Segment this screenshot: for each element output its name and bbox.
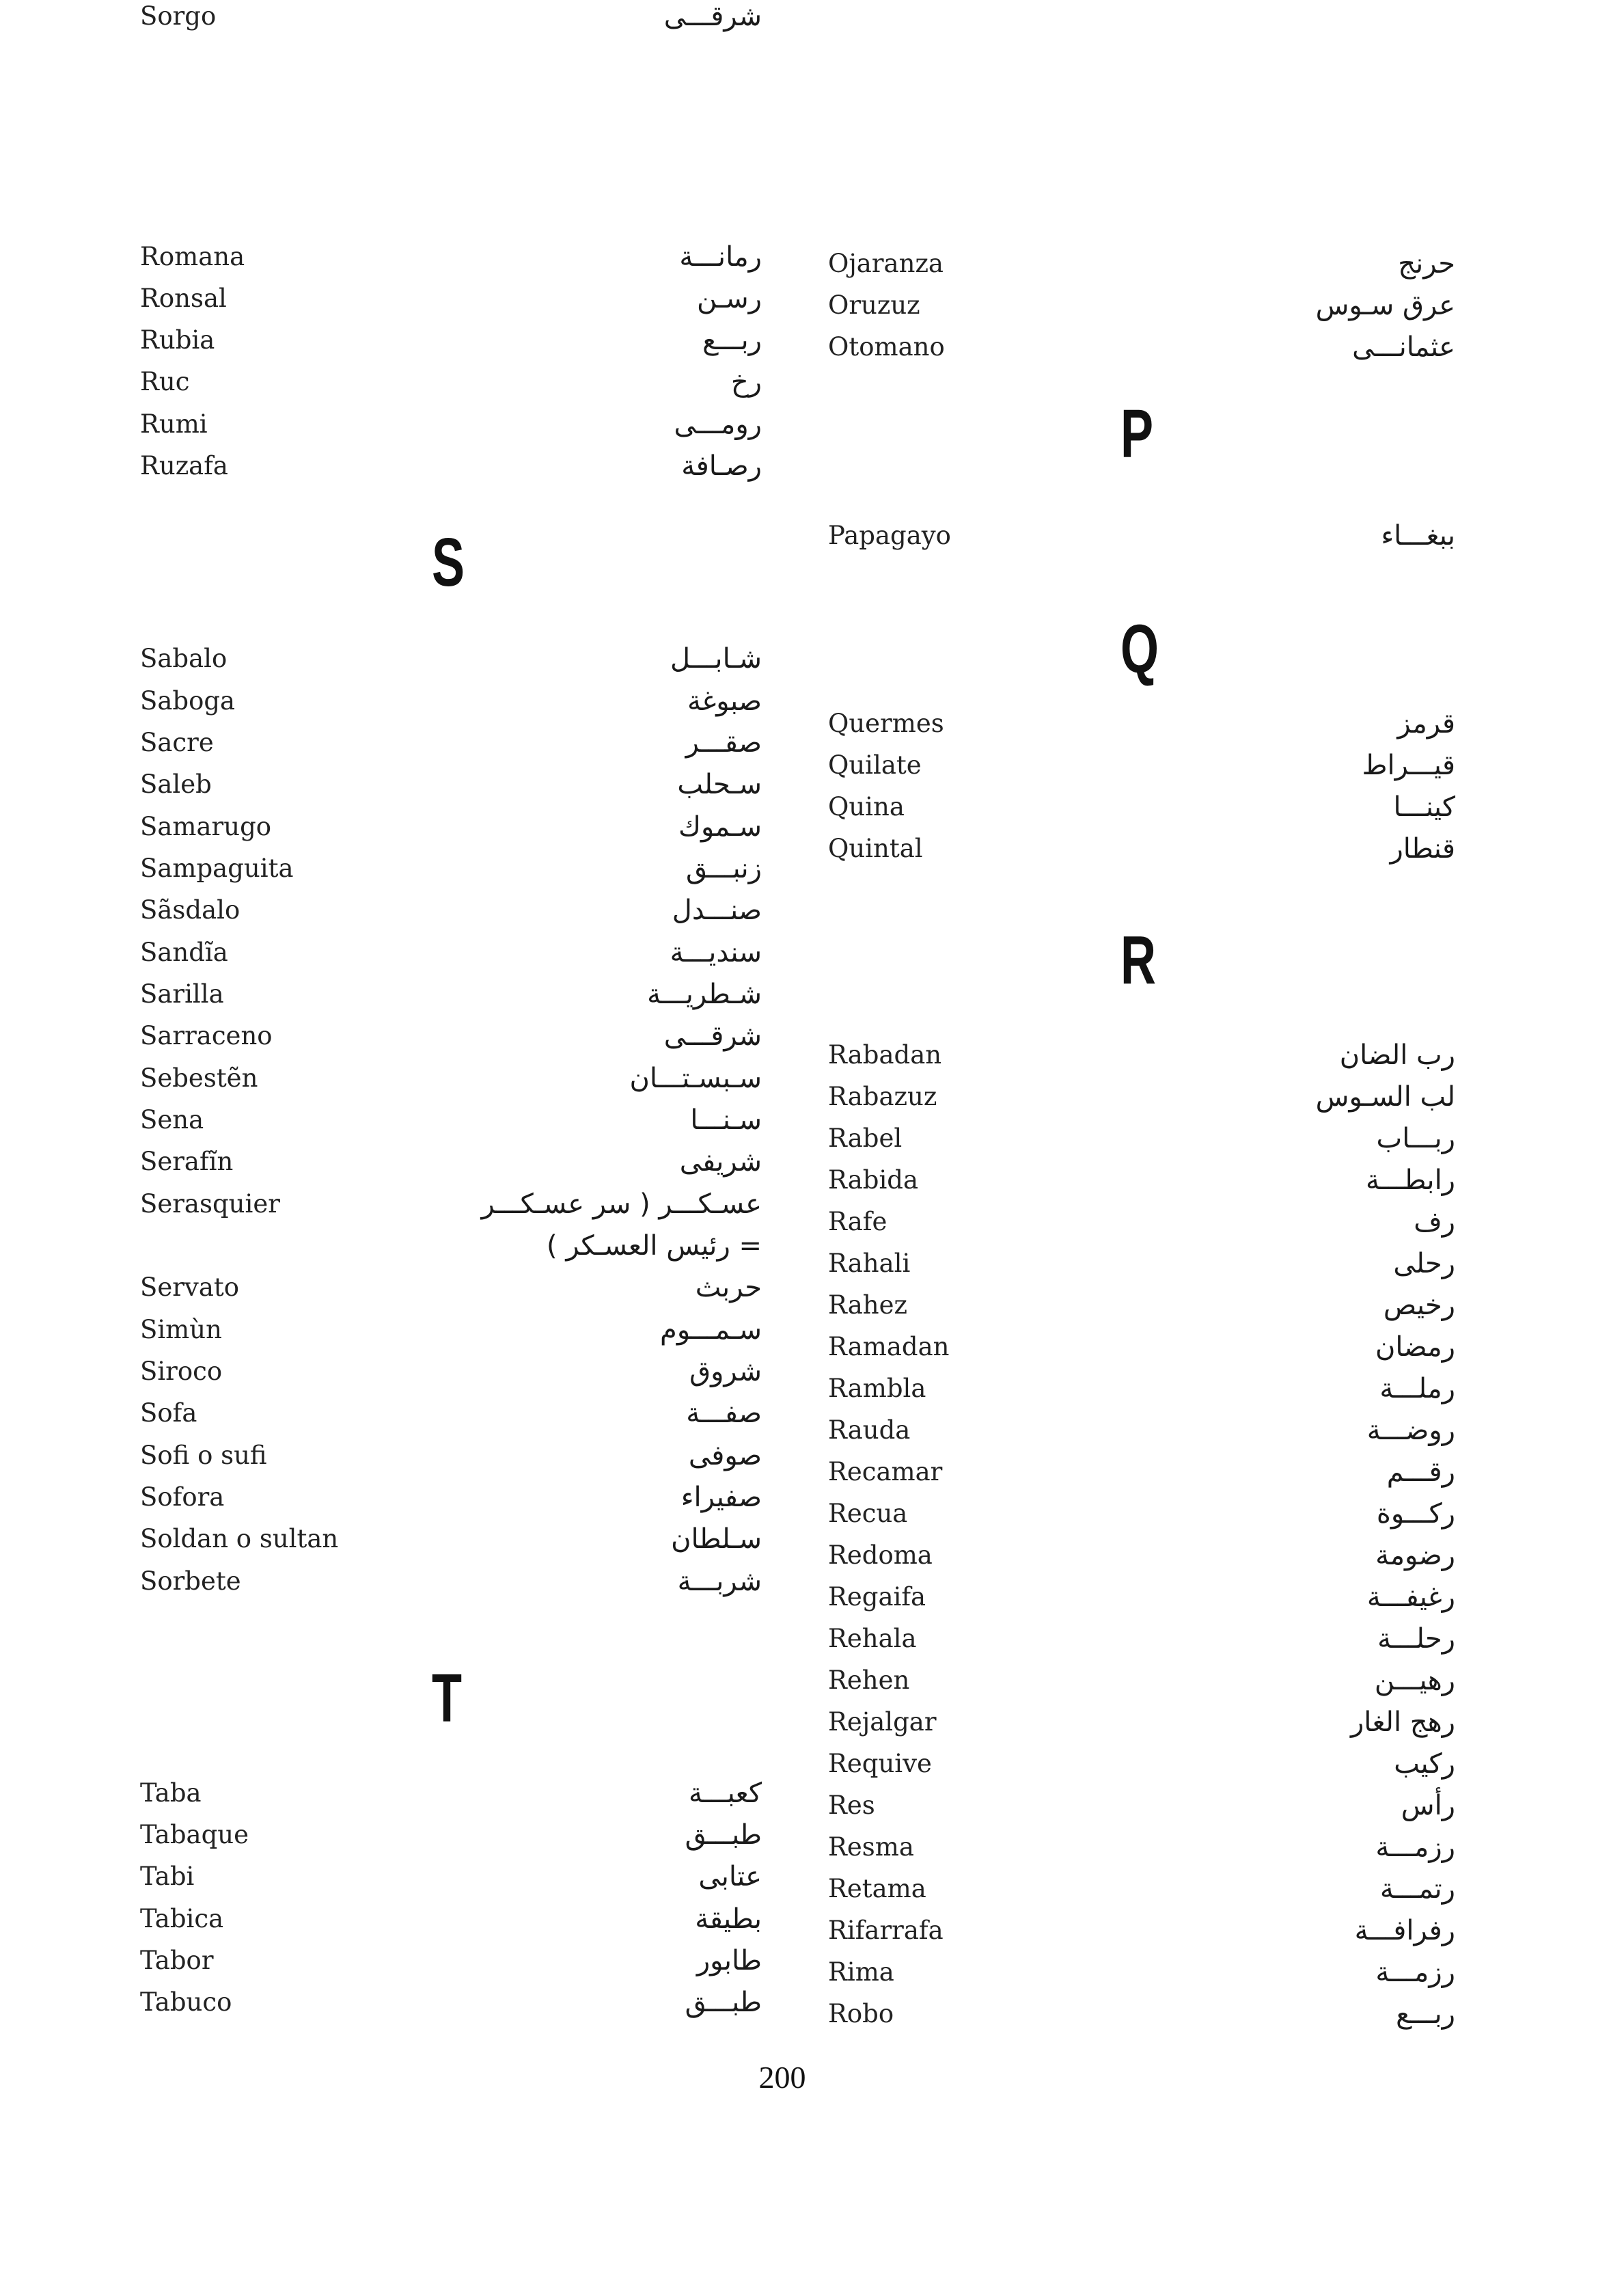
arabic-term: سنديـــة xyxy=(670,937,762,968)
arabic-term: بطيقة xyxy=(695,1903,762,1935)
spanish-term: Oruzuz xyxy=(828,290,920,320)
entry-row-quintal xyxy=(793,832,1624,873)
section-letter-p: P xyxy=(1120,396,1154,472)
spanish-term: Rehen xyxy=(828,1666,910,1695)
arabic-term: رخ xyxy=(730,366,762,398)
spanish-term: Ojaranza xyxy=(828,249,944,278)
entry-row-res xyxy=(793,1789,1624,1830)
arabic-term: ركـــوة xyxy=(1376,1498,1455,1530)
spanish-term: Saboga xyxy=(140,686,236,716)
arabic-term: كعبـــة xyxy=(688,1778,762,1809)
spanish-term: Rahez xyxy=(828,1290,907,1320)
entry-row-rehala xyxy=(793,1622,1624,1663)
arabic-term: طبـــق xyxy=(685,1987,762,2018)
arabic-term: لب السـوس xyxy=(1315,1081,1455,1113)
arabic-term: رومـــى xyxy=(674,409,762,440)
entry-row-tabica xyxy=(0,1903,793,1944)
arabic-term: شـابـــل xyxy=(670,643,762,675)
arabic-term: سـموك xyxy=(678,811,762,843)
arabic-term: شـطريـــة xyxy=(647,979,762,1010)
spanish-term: Sandĩa xyxy=(140,938,228,967)
entry-row-siroco xyxy=(0,1355,793,1396)
arabic-term: رمانـــة xyxy=(679,241,762,273)
entry-row-servato xyxy=(0,1271,793,1312)
spanish-term: Rabel xyxy=(828,1124,903,1153)
arabic-term: عسـكـــر ( سر عسـكـــر xyxy=(481,1188,762,1220)
spanish-term: Siroco xyxy=(140,1357,223,1386)
arabic-term: رسـن xyxy=(697,283,762,314)
spanish-term: Quina xyxy=(828,792,905,821)
entry-row-soldan-o-sultan xyxy=(0,1523,793,1564)
arabic-term: سـبسـتـــان xyxy=(629,1063,762,1094)
right-column xyxy=(793,0,1624,2284)
arabic-term: طابور xyxy=(696,1945,762,1976)
arabic-term: كينـــا xyxy=(1393,791,1455,823)
entry-row-tabuco xyxy=(0,1986,793,2027)
entry-row-tabi xyxy=(0,1860,793,1901)
spanish-term: Soldan o sultan xyxy=(140,1524,339,1553)
arabic-term: ربـــاب xyxy=(1376,1123,1455,1154)
arabic-term: = رئيس العسـكر ) xyxy=(547,1230,762,1262)
arabic-term: صنـــدل xyxy=(672,895,762,926)
left-column xyxy=(0,0,793,2284)
entry-row-recamar xyxy=(793,1456,1624,1497)
spanish-term: Sarraceno xyxy=(140,1021,273,1050)
entry-row-sorgo xyxy=(0,0,793,41)
arabic-term: رابطـــة xyxy=(1366,1165,1455,1196)
entry-row-papagayo xyxy=(793,519,1624,560)
arabic-term: رصـافة xyxy=(681,450,762,482)
entry-row-samarugo xyxy=(0,811,793,852)
spanish-term: Recua xyxy=(828,1499,908,1528)
spanish-term: Sofora xyxy=(140,1482,225,1512)
entry-row-taba xyxy=(0,1777,793,1818)
spanish-term: Ruc xyxy=(140,367,190,396)
spanish-term: Rahali xyxy=(828,1249,911,1278)
entry-row-rahali xyxy=(793,1247,1624,1288)
spanish-term: Quilate xyxy=(828,750,922,780)
arabic-term: ببغـــاء xyxy=(1381,520,1455,552)
spanish-term: Ruzafa xyxy=(140,451,228,480)
entry-row-rehen xyxy=(793,1664,1624,1705)
arabic-term: شربـــة xyxy=(677,1566,762,1597)
spanish-term: Resma xyxy=(828,1832,914,1862)
spanish-term: Tabaque xyxy=(140,1820,249,1849)
entry-row-ruc xyxy=(0,366,793,407)
arabic-term: زنبـــق xyxy=(685,853,762,884)
entry-row-tabaque xyxy=(0,1819,793,1860)
arabic-term: سـحلب xyxy=(677,769,762,800)
entry-row-ramadan xyxy=(793,1331,1624,1372)
arabic-term: رحلى xyxy=(1393,1248,1455,1279)
entry-row-sampaguita xyxy=(0,852,793,893)
arabic-term: رزمـــة xyxy=(1375,1832,1455,1863)
spanish-term: Sebestẽn xyxy=(140,1063,258,1093)
entry-row-rabazuz xyxy=(793,1080,1624,1121)
arabic-term: طبـــق xyxy=(685,1819,762,1851)
spanish-term: Rejalgar xyxy=(828,1707,937,1737)
section-letter-q: Q xyxy=(1120,611,1159,688)
spanish-term: Serasquier xyxy=(140,1189,280,1219)
spanish-term: Papagayo xyxy=(828,521,951,550)
arabic-term: حرنج xyxy=(1398,248,1455,280)
spanish-term: Rauda xyxy=(828,1415,911,1445)
arabic-term: سـلطان xyxy=(671,1523,762,1555)
entry-row-tabor xyxy=(0,1944,793,1985)
spanish-term: Samarugo xyxy=(140,812,272,841)
entry-row-sasdalo xyxy=(0,894,793,935)
spanish-term: Saleb xyxy=(140,770,212,799)
spanish-term: Servato xyxy=(140,1273,240,1302)
spanish-term: Sarilla xyxy=(140,979,224,1009)
arabic-term: رزمـــة xyxy=(1375,1957,1455,1988)
entry-row-sofi-o-sufi xyxy=(0,1439,793,1480)
entry-row-otomano xyxy=(793,331,1624,372)
entry-row-robo xyxy=(793,1998,1624,2039)
spanish-term: Serafĩn xyxy=(140,1147,234,1176)
arabic-term: رخيص xyxy=(1383,1290,1455,1321)
arabic-term: رفرافـــة xyxy=(1354,1915,1455,1946)
spanish-term: Simùn xyxy=(140,1315,222,1344)
arabic-term: قيـــراط xyxy=(1362,750,1455,781)
spanish-term: Sorbete xyxy=(140,1566,241,1596)
spanish-term: Sampaguita xyxy=(140,854,294,883)
spanish-term: Robo xyxy=(828,1999,894,2028)
entry-row-rabadan xyxy=(793,1039,1624,1080)
entry-row-ruzafa xyxy=(0,450,793,491)
spanish-term: Tabi xyxy=(140,1862,195,1891)
entry-row-rauda xyxy=(793,1414,1624,1455)
entry-row-rubia xyxy=(0,324,793,365)
entry-row-sofa xyxy=(0,1397,793,1438)
spanish-term: Sorgo xyxy=(140,1,217,31)
spanish-term: Rifarrafa xyxy=(828,1916,944,1945)
entry-row-sarilla xyxy=(0,978,793,1019)
arabic-term: رتمـــة xyxy=(1379,1873,1455,1905)
entry-row-rima xyxy=(793,1956,1624,1997)
arabic-term: قنطار xyxy=(1390,833,1455,865)
arabic-term: رهج الغار xyxy=(1350,1707,1455,1738)
spanish-term: Sofa xyxy=(140,1398,197,1428)
spanish-term: Recamar xyxy=(828,1457,943,1486)
section-letter-s: S xyxy=(432,524,465,601)
arabic-term: رغيفـــة xyxy=(1366,1581,1455,1613)
spanish-term: Rabida xyxy=(828,1165,919,1195)
entry-row-regaifa xyxy=(793,1581,1624,1622)
entry-row-simun xyxy=(0,1314,793,1355)
entry-row-sebesten xyxy=(0,1062,793,1103)
arabic-term: صفيراء xyxy=(680,1482,762,1513)
arabic-term: ركيب xyxy=(1394,1748,1455,1780)
entry-row-rafe xyxy=(793,1206,1624,1247)
spanish-term: Rehala xyxy=(828,1624,917,1653)
spanish-term: Quermes xyxy=(828,709,944,738)
entry-row-redoma xyxy=(793,1539,1624,1580)
entry-row-resma xyxy=(793,1831,1624,1872)
spanish-term: Sãsdalo xyxy=(140,895,240,925)
spanish-term: Rubia xyxy=(140,325,215,355)
entry-row-rambla xyxy=(793,1372,1624,1413)
entry-row-serafin xyxy=(0,1145,793,1186)
spanish-term: Romana xyxy=(140,242,245,271)
spanish-term: Sena xyxy=(140,1105,204,1134)
spanish-term: Rambla xyxy=(828,1374,926,1403)
arabic-term: رحلـــة xyxy=(1377,1623,1455,1655)
entry-row-sena xyxy=(0,1104,793,1145)
entry-row-blank xyxy=(0,1229,793,1270)
spanish-term: Redoma xyxy=(828,1540,933,1570)
arabic-term: عتابى xyxy=(698,1861,762,1892)
spanish-term: Otomano xyxy=(828,332,945,362)
arabic-term: رضومة xyxy=(1375,1540,1455,1571)
entry-row-sofora xyxy=(0,1481,793,1522)
arabic-term: صقـــر xyxy=(685,727,762,759)
arabic-term: ربـــع xyxy=(702,325,762,356)
arabic-term: سـنـــا xyxy=(690,1104,762,1136)
entry-row-romana xyxy=(0,241,793,282)
entry-row-rejalgar xyxy=(793,1706,1624,1747)
spanish-term: Requive xyxy=(828,1749,932,1778)
entry-row-sandia xyxy=(0,936,793,977)
arabic-term: شرقـــى xyxy=(663,1020,762,1052)
spanish-term: Tabuco xyxy=(140,1987,232,2017)
arabic-term: سـمـــوم xyxy=(660,1314,762,1346)
entry-row-quina xyxy=(793,791,1624,832)
arabic-term: حربث xyxy=(695,1272,762,1303)
entry-row-quilate xyxy=(793,749,1624,790)
arabic-term: عثمانـــى xyxy=(1352,331,1455,363)
entry-row-saleb xyxy=(0,768,793,809)
spanish-term: Rabadan xyxy=(828,1040,942,1070)
entry-row-saboga xyxy=(0,685,793,726)
arabic-term: صفـــة xyxy=(686,1398,762,1429)
spanish-term: Rumi xyxy=(140,409,208,439)
entry-row-ronsal xyxy=(0,282,793,323)
spanish-term: Ronsal xyxy=(140,284,227,313)
entry-row-rabida xyxy=(793,1164,1624,1205)
entry-row-oruzuz xyxy=(793,289,1624,330)
arabic-term: قرمز xyxy=(1397,708,1455,739)
entry-row-recua xyxy=(793,1497,1624,1538)
entry-row-rahez xyxy=(793,1289,1624,1330)
arabic-term: شروق xyxy=(689,1356,762,1387)
spanish-term: Sabalo xyxy=(140,644,228,673)
entry-row-rabel xyxy=(793,1122,1624,1163)
spanish-term: Rima xyxy=(828,1957,894,1987)
entry-row-quermes xyxy=(793,707,1624,748)
section-letter-r: R xyxy=(1120,922,1156,998)
arabic-term: عرق سـوس xyxy=(1315,290,1455,321)
entry-row-serasquier xyxy=(0,1188,793,1229)
entry-row-sabalo xyxy=(0,642,793,683)
spanish-term: Sofi o sufi xyxy=(140,1441,267,1470)
entry-row-sarraceno xyxy=(0,1020,793,1061)
entry-row-sorbete xyxy=(0,1565,793,1606)
arabic-term: روضـــة xyxy=(1366,1415,1455,1446)
spanish-term: Rafe xyxy=(828,1207,887,1236)
spanish-term: Quintal xyxy=(828,834,923,863)
arabic-term: شرقـــى xyxy=(663,1,762,32)
spanish-term: Rabazuz xyxy=(828,1082,937,1111)
arabic-term: شريفى xyxy=(679,1146,762,1178)
arabic-term: رأس xyxy=(1401,1790,1455,1821)
spanish-term: Res xyxy=(828,1791,875,1820)
arabic-term: ربـــع xyxy=(1396,1998,1455,2030)
spanish-term: Tabor xyxy=(140,1946,214,1975)
spanish-term: Ramadan xyxy=(828,1332,950,1361)
arabic-term: رب الضان xyxy=(1339,1039,1455,1071)
arabic-term: رقـــم xyxy=(1386,1456,1455,1488)
arabic-term: رف xyxy=(1414,1206,1455,1238)
spanish-term: Regaifa xyxy=(828,1582,926,1612)
arabic-term: صوفى xyxy=(688,1440,762,1471)
arabic-term: رهيـــن xyxy=(1374,1665,1455,1696)
section-letter-t: T xyxy=(432,1660,462,1737)
entry-row-rifarrafa xyxy=(793,1914,1624,1955)
entry-row-ojaranza xyxy=(793,247,1624,288)
entry-row-rumi xyxy=(0,408,793,449)
arabic-term: رمضان xyxy=(1375,1331,1455,1363)
spanish-term: Tabica xyxy=(140,1904,224,1933)
spanish-term: Taba xyxy=(140,1778,202,1808)
entry-row-requive xyxy=(793,1748,1624,1789)
entry-row-sacre xyxy=(0,726,793,767)
page-number: 200 xyxy=(758,2060,806,2095)
spanish-term: Retama xyxy=(828,1874,926,1903)
entry-row-retama xyxy=(793,1873,1624,1914)
arabic-term: رملـــة xyxy=(1379,1373,1455,1404)
spanish-term: Sacre xyxy=(140,728,214,757)
arabic-term: صبوغة xyxy=(687,685,762,717)
